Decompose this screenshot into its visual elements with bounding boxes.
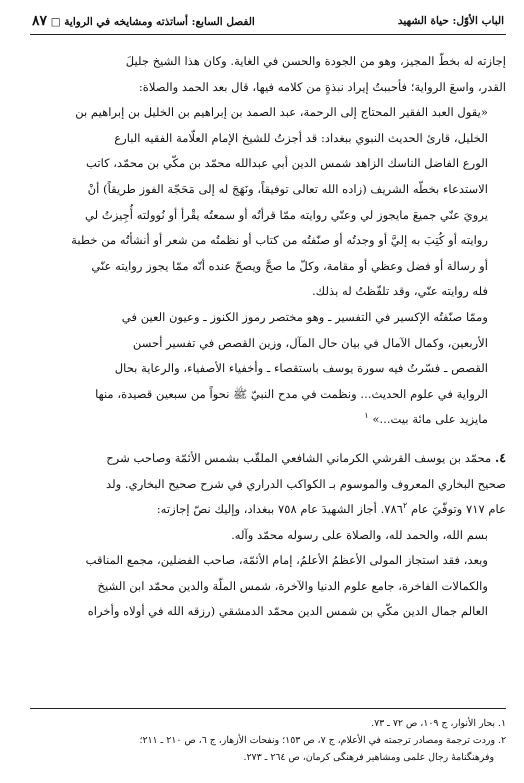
teacher-entry: [30, 445, 506, 523]
footnote-ref[interactable]: ٢: [402, 501, 408, 511]
text-line: بسم الله، والحمد لله، والصلاة على رسوله محمّد وآله.: [231, 527, 488, 542]
header-chapter-title: الفصل السابع: أساتذته ومشايخه في الرواية: [64, 16, 255, 28]
header-part-title: الباب الأوّل: حياة الشهيد: [397, 15, 504, 27]
text-line: إجازته له بخطّ المجيز، وهو من الجودة والحسن في الغاية. وكان هذا الشيخ جليلَ: [125, 54, 506, 68]
text-line: الرواية في علوم الحديث... ونظمت في مدح النبيّ ﷺ نحواً من سبعين قصيدة، منها: [95, 386, 488, 401]
footnote-2: ٢. وردت ترجمة ومصادر ترجمته في الأعلام، ج ٧، ص ١٥٣؛ ونفحات الأزهار، ج ٦، ص ٢١٠ ـ ٢١١؛: [139, 735, 506, 746]
text-line: الاستدعاء بخطّه الشريف (زاده الله تعالى توفيقاً، ونَهَجَ له إلى مَحَجّة الفوز طريقاً) أنْ: [87, 181, 488, 196]
entry-number: ٤.: [494, 449, 506, 465]
quoted-ijaza-1: [30, 100, 506, 305]
footnotes: [30, 708, 506, 766]
running-header: [30, 8, 506, 35]
text-line: القصص ـ فسّرتُ فيه سورة يوسف باستقصاء ـ وأخفياء الأصفياء، والرعاية بحال: [114, 361, 488, 376]
text-span: عام ٧١٧ وتوفّيَ عام ٧٨٦: [384, 502, 506, 517]
footnote-2-continued: وفرهنگنامۀ رجال علمی ومشاهیر فرهنگی كرمان، ص ٢٦٤ ـ ٢٧٣.: [243, 752, 494, 763]
header-chapter: [32, 13, 255, 29]
text-line: روايته أو كُتِبَ به إليَّ أو وجدتُه أو صنّفتُه من كتاب أو نظمتُه من شعر أو أنشأتُه من خطبة: [71, 233, 488, 248]
page-number: ٨٧: [32, 13, 48, 29]
main-text: [30, 49, 506, 625]
quoted-ijaza-3: [30, 523, 506, 625]
text-span: محمّد بن يوسف القرشي الكرماني الشافعي الملقّب بشمس الأئمّة وصاحب شرح: [106, 450, 495, 465]
text-line: صحيح البخاري المعروف والموسوم بـ الكواكب الدراري في شرح صحيح البخاري. ولد: [106, 476, 506, 491]
text-line: [30, 497, 506, 523]
text-line: أو رسالة أو فضل وعظي أو مقامة، وكلّ ما صحَّ ويصحّ عنده أنّه ممّا يجوز روايته عنّي: [91, 258, 488, 273]
text-span: . أجاز الشهيدَ عام ٧٥٨ ببغداد، وإليك نصّ إجازته:: [156, 502, 385, 517]
header-box-glyph: □: [50, 16, 61, 28]
text-line: الخليل، قارئ الحديث النبوي ببغداد: قد أجزتُ للشيخ الإمام العلّامة الفقيه البارع: [114, 130, 488, 145]
text-line: العالم جمال الدين مكّي بن شمس الدين محمّد الدمشقي (رزقه الله في أولاه وأخراه: [87, 604, 488, 619]
text-line: وممّا صنّفتُه الإكسير في التفسير ـ وهو مختصر رموز الكنوز ـ وعيون العين في: [121, 309, 488, 324]
text-line: «يقول العبد الفقير المحتاج إلى الرحمة، عبد الصمد بن إبراهيم بن الخليل بن إبراهيم بن: [75, 105, 488, 120]
text-line: فله روايته عنّي، وقد تلفّظتُ له بذلك.: [312, 284, 488, 299]
text-line: الورع الفاضل الناسك الزاهد شمس الدين أبي عبدالله محمّد بن مكّي بن محمّد، كاتب: [85, 156, 488, 171]
text-line: [30, 407, 488, 433]
book-page: [30, 8, 506, 773]
text-line: [30, 445, 506, 472]
text-line: والكمالات الفاخرة، جامع علوم الدنيا والآخرة، شمس الملّة والدين محمّد ابن الشيخ: [97, 578, 488, 593]
footnote-1: ١. بحار الأنوار، ج ١٠٩، ص ٧٢ ـ ٧٣.: [371, 718, 506, 729]
text-line: يرويَ عنّي جميعَ مايجوز لي وعنّي روايته ممّا قرأتُه أو سمعتُه يقْرأ أو نُوولته أُجِيزتُ لي: [84, 207, 488, 222]
text-span: مايزيد على مائة بيت...»: [368, 412, 488, 427]
text-line: وبعد، فقد استجاز المولى الأعظمُ الأعلمُ، إمام الأئمّة، صاحب الفضلين، مجمع المناقب: [85, 553, 488, 568]
text-line: القدر، واسعَ الرواية؛ فأحببتُ إيراد نبذةٍ من كلامه فيها، قال بعد الحمد والصلاة:: [138, 79, 506, 94]
quoted-ijaza-2: [30, 305, 506, 433]
footnote-ref[interactable]: ١: [364, 411, 369, 421]
text-line: الأربعين، وكمال الآمال في بيان حال المآل، وزين القصص في تفسير أحسن: [132, 335, 488, 350]
